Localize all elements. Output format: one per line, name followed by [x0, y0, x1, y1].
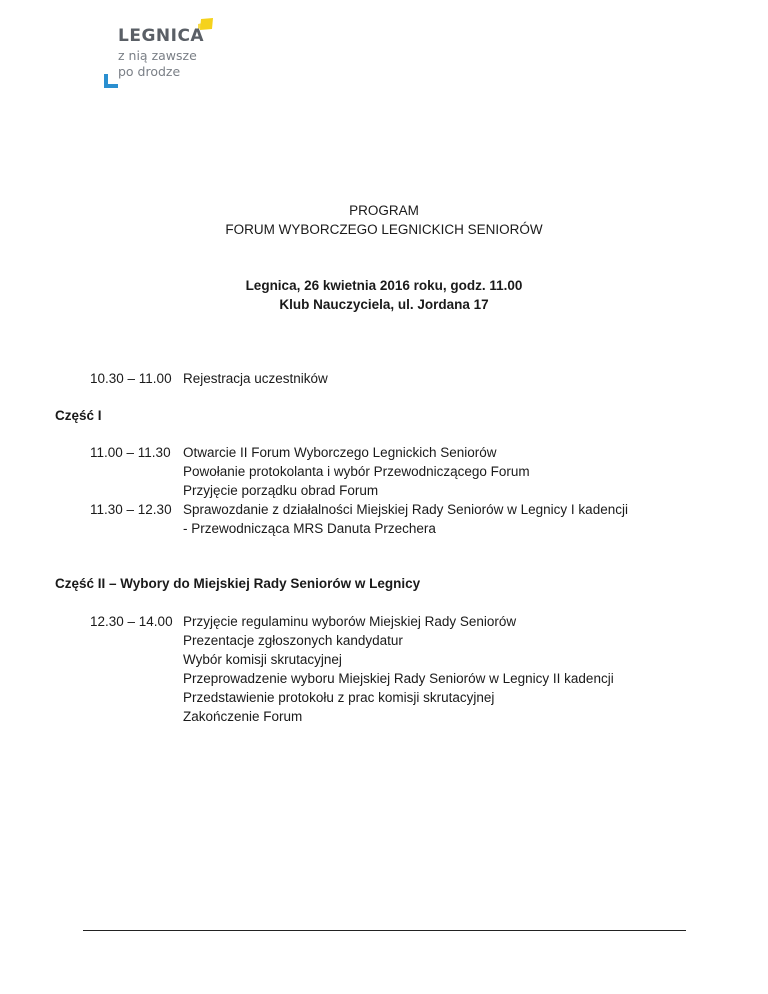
program-title: PROGRAM [349, 203, 419, 218]
agenda-text: Otwarcie II Forum Wyborczego Legnickich Seniorów [183, 445, 497, 460]
part1-heading: Część I [55, 408, 102, 423]
forum-title: FORUM WYBORCZEGO LEGNICKICH SENIORÓW [225, 222, 543, 237]
agenda-text: Sprawozdanie z działalności Miejskiej Rady Seniorów w Legnicy I kadencji [183, 502, 628, 517]
agenda-time: 12.30 – 14.00 [90, 614, 173, 629]
agenda-time: 11.00 – 11.30 [90, 445, 171, 460]
logo-tagline-line2: po drodze [118, 64, 181, 79]
agenda-text: Przyjęcie porządku obrad Forum [183, 483, 379, 498]
agenda-text: Przeprowadzenie wyboru Miejskiej Rady Seniorów w Legnicy II kadencji [183, 671, 614, 686]
agenda-text: - Przewodnicząca MRS Danuta Przechera [183, 521, 436, 536]
agenda-text: Zakończenie Forum [183, 709, 303, 724]
agenda-text: Przedstawienie protokołu z prac komisji skrutacyjnej [183, 690, 495, 705]
agenda-time: 11.30 – 12.30 [90, 502, 172, 517]
footer-divider [83, 930, 686, 931]
part2-heading: Część II – Wybory do Miejskiej Rady Seniorów w Legnicy [55, 576, 421, 591]
event-date: Legnica, 26 kwietnia 2016 roku, godz. 11.00 [245, 278, 523, 293]
agenda-time: 10.30 – 11.00 [90, 371, 172, 386]
logo-corner-mark [104, 74, 118, 88]
agenda-text: Powołanie protokolanta i wybór Przewodniczącego Forum [183, 464, 530, 479]
logo-tagline-line1: z nią zawsze [118, 48, 197, 63]
agenda-text: Przyjęcie regulaminu wyborów Miejskiej Rady Seniorów [183, 614, 517, 629]
city-logo [104, 18, 214, 92]
logo-name: LEGNICA [118, 26, 205, 46]
agenda-text: Prezentacje zgłoszonych kandydatur [183, 633, 403, 648]
event-venue: Klub Nauczyciela, ul. Jordana 17 [279, 297, 489, 312]
agenda-text: Wybór komisji skrutacyjnej [183, 652, 342, 667]
agenda-text: Rejestracja uczestników [183, 371, 328, 386]
